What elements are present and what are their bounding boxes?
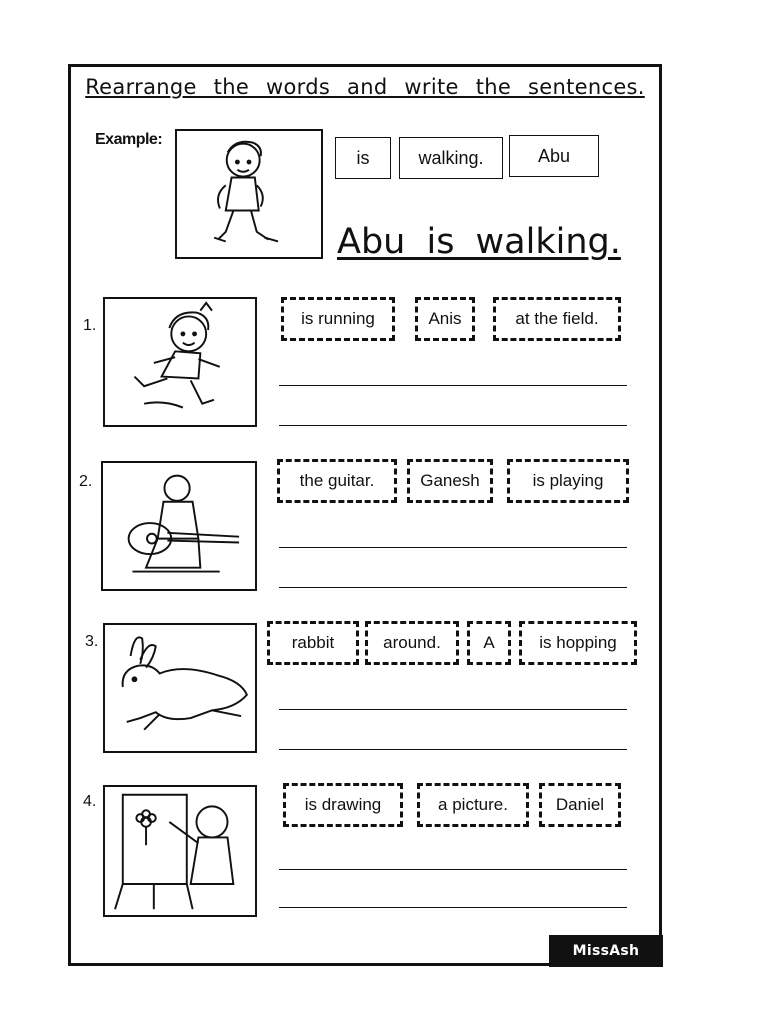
example-word-3: Abu: [509, 135, 599, 177]
author-logo: MissAsh: [549, 935, 663, 967]
answer-line[interactable]: [279, 907, 627, 908]
example-label: Example:: [95, 131, 163, 148]
word-card[interactable]: at the field.: [493, 297, 621, 341]
worksheet: [68, 64, 662, 966]
example-word-1: is: [335, 137, 391, 179]
boy-drawing-icon: [105, 787, 255, 915]
example-picture: [175, 129, 323, 259]
question-number: 1.: [83, 317, 97, 334]
question-number: 3.: [85, 633, 99, 650]
answer-line[interactable]: [279, 709, 627, 710]
answer-line[interactable]: [279, 385, 627, 386]
guitar-player-icon: [103, 463, 255, 589]
hopping-rabbit-icon: [105, 625, 255, 751]
answer-line[interactable]: [279, 869, 627, 870]
running-girl-icon: [105, 299, 255, 425]
walking-boy-icon: [177, 131, 321, 257]
word-card[interactable]: Anis: [415, 297, 475, 341]
word-card[interactable]: rabbit: [267, 621, 359, 665]
answer-line[interactable]: [279, 749, 627, 750]
word-card[interactable]: is drawing: [283, 783, 403, 827]
word-card[interactable]: Daniel: [539, 783, 621, 827]
word-card[interactable]: the guitar.: [277, 459, 397, 503]
word-card[interactable]: Ganesh: [407, 459, 493, 503]
answer-line[interactable]: [279, 425, 627, 426]
word-card[interactable]: is playing: [507, 459, 629, 503]
word-card[interactable]: is hopping: [519, 621, 637, 665]
question-picture: [103, 297, 257, 427]
word-card[interactable]: around.: [365, 621, 459, 665]
worksheet-title: Rearrange the words and write the sentences.: [85, 75, 645, 99]
word-card[interactable]: A: [467, 621, 511, 665]
question-picture: [101, 461, 257, 591]
word-card[interactable]: is running: [281, 297, 395, 341]
example-answer: Abu is walking.: [337, 222, 621, 262]
question-number: 2.: [79, 473, 93, 490]
word-card[interactable]: a picture.: [417, 783, 529, 827]
answer-line[interactable]: [279, 547, 627, 548]
question-number: 4.: [83, 793, 97, 810]
answer-line[interactable]: [279, 587, 627, 588]
question-picture: [103, 623, 257, 753]
question-picture: [103, 785, 257, 917]
example-word-2: walking.: [399, 137, 503, 179]
